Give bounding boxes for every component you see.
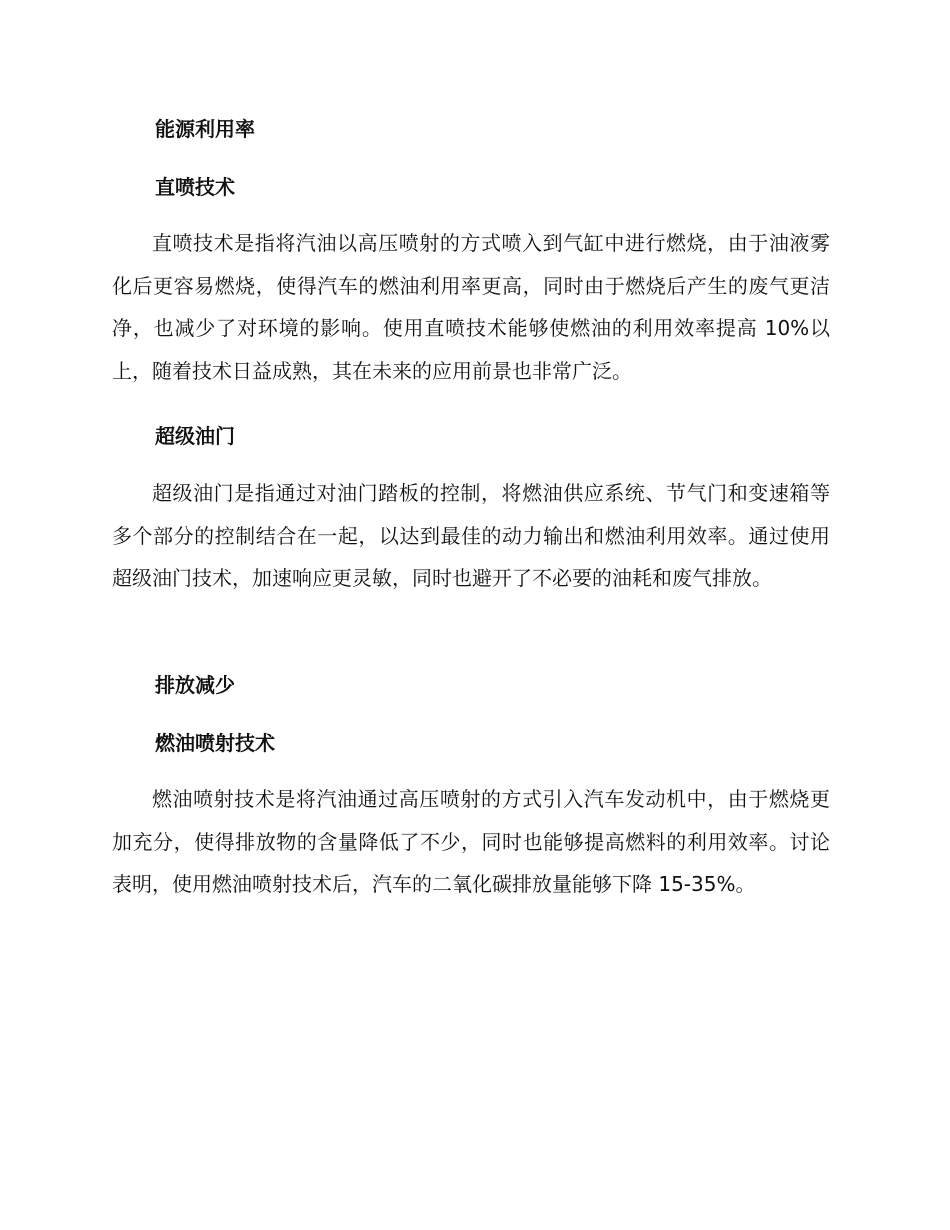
subsection-heading-direct-injection: 直喷技术 (155, 175, 235, 199)
section-heading-energy-efficiency: 能源利用率 (155, 117, 255, 141)
section-heading-emission-reduction: 排放减少 (155, 673, 235, 697)
paragraph-direct-injection: 直喷技术是指将汽油以高压喷射的方式喷入到气缸中进行燃烧，由于油液雾化后更容易燃烧，使得汽车的燃油利用率更高，同时由于燃烧后产生的废气更洁净，也减少了对环境的影响。使用直喷技术能够使燃油的利用效率提高 10%以上，随着技术日益成熟，其在未来的应用前景也非常广泛。 (112, 231, 830, 383)
paragraph-super-throttle: 超级油门是指通过对油门踏板的控制，将燃油供应系统、节气门和变速箱等多个部分的控制结合在一起，以达到最佳的动力输出和燃油利用效率。通过使用超级油门技术，加速响应更灵敏，同时也避开了不必要的油耗和废气排放。 (112, 481, 830, 590)
subsection-heading-super-throttle: 超级油门 (155, 424, 235, 448)
subsection-heading-fuel-injection: 燃油喷射技术 (155, 731, 275, 755)
paragraph-fuel-injection: 燃油喷射技术是将汽油通过高压喷射的方式引入汽车发动机中，由于燃烧更加充分，使得排放物的含量降低了不少，同时也能够提高燃料的利用效率。讨论表明，使用燃油喷射技术后，汽车的二氧化碳排放量能够下降 15-35%。 (112, 787, 830, 896)
